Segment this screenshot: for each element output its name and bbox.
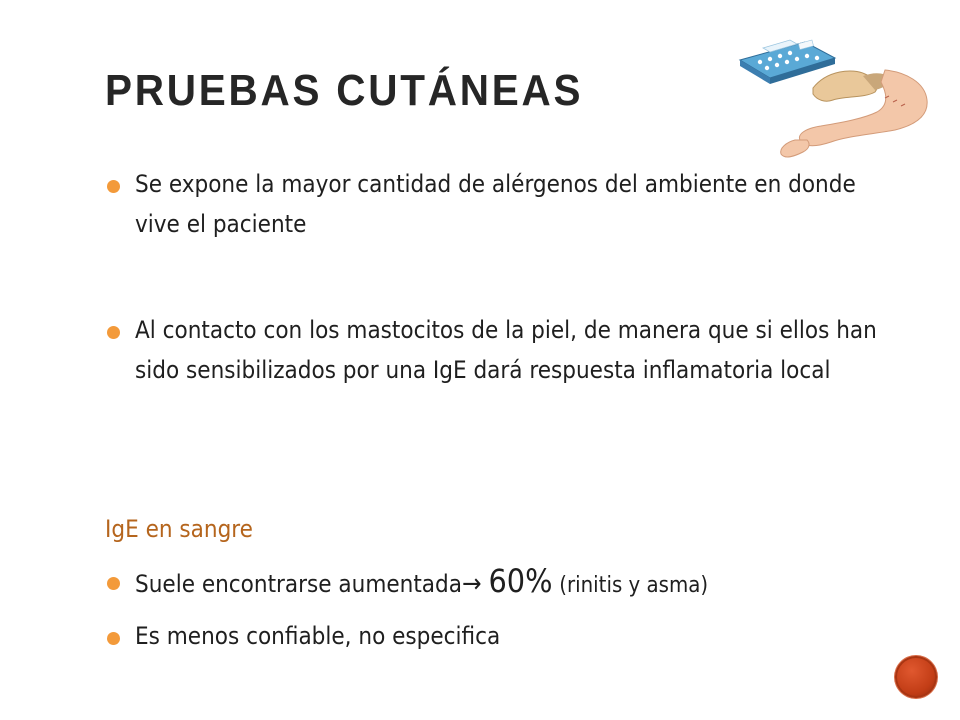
decorative-circle-icon bbox=[895, 656, 937, 698]
bullet-text-4: Es menos confiable, no especifica bbox=[135, 622, 501, 650]
bullet-text-1: Se expone la mayor cantidad de alérgenos del ambiente en donde vive el paciente bbox=[135, 170, 856, 238]
gloved-hand-icon bbox=[813, 71, 889, 101]
test-tray-icon bbox=[740, 40, 835, 84]
skin-prick-test-illustration bbox=[735, 30, 935, 165]
page-title: PRUEBAS CUTÁNEAS bbox=[105, 66, 584, 115]
bullet-3-post: (rinitis y asma) bbox=[559, 573, 709, 598]
bullet-dot-icon bbox=[107, 326, 120, 339]
bullet-3-pre: Suele encontrarse aumentada bbox=[135, 570, 462, 598]
arrow-right-icon: → bbox=[461, 569, 482, 599]
subheading: IgE en sangre bbox=[105, 515, 253, 543]
bullet-text-3 bbox=[135, 561, 895, 606]
bullet-dot-icon bbox=[107, 180, 120, 193]
bullet-dot-icon bbox=[107, 577, 120, 590]
bullet-dot-icon bbox=[107, 632, 120, 645]
percentage-value: 60% bbox=[488, 562, 553, 600]
bullet-text-2: Al contacto con los mastocitos de la piel, de manera que si ellos han sido sensibilizados por una IgE dará respuesta inflamatoria local bbox=[135, 316, 877, 384]
